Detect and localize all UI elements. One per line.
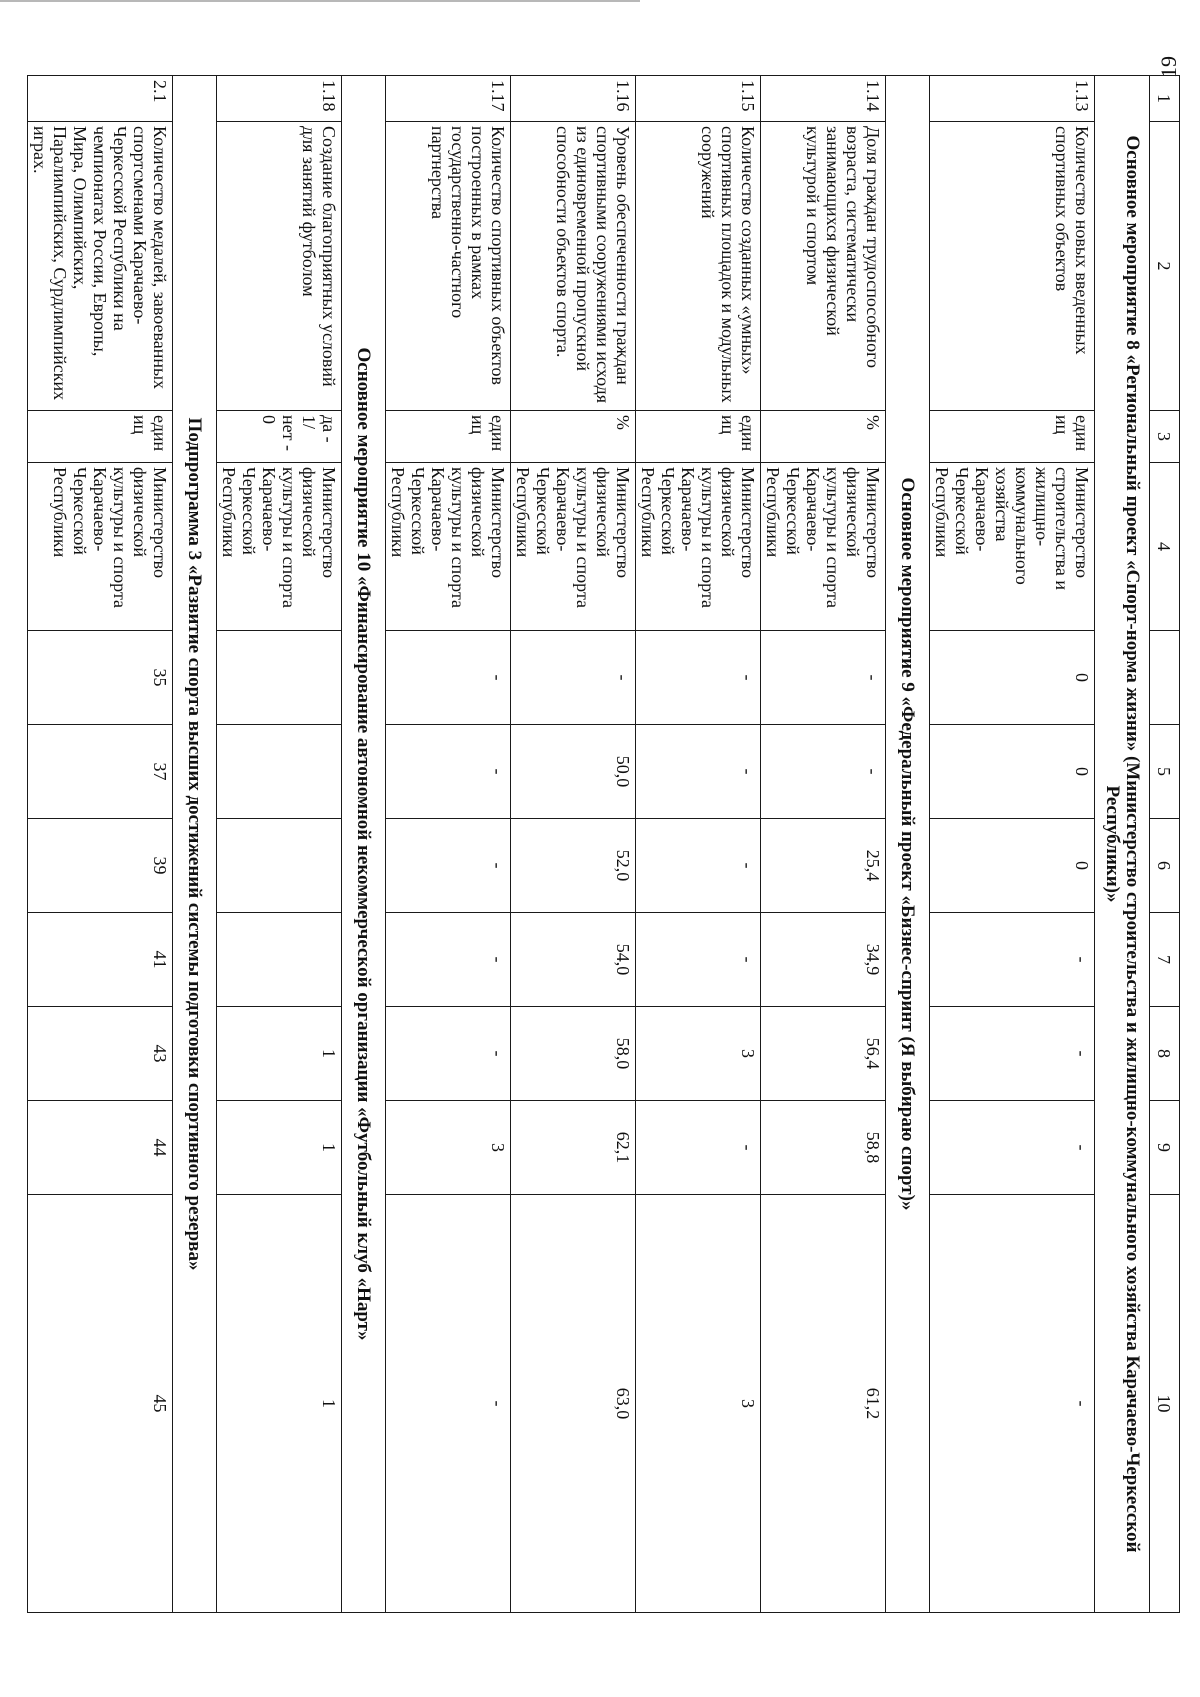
unit: единиц: [386, 411, 511, 463]
indicator-name: Доля граждан трудоспособного возраста, систематически занимающихся физической культурой и спортом: [761, 122, 886, 411]
indicator-table-rotated: [30, 75, 1180, 1612]
value-cell: 39: [28, 819, 173, 913]
indicator-name: Количество спортивных объектов построенных в рамках государственно-частного партнерства: [386, 122, 511, 411]
value-cell: -: [761, 725, 886, 819]
value-cell: [217, 631, 342, 725]
column-number: 3: [1150, 411, 1180, 463]
column-number: 2: [1150, 122, 1180, 411]
row-number: 1.18: [217, 76, 342, 122]
value-cell: -: [386, 913, 511, 1007]
section-heading: Основное мероприятие 9 «Федеральный проект «Бизнес-спринт (Я выбираю спорт)»: [886, 76, 930, 1613]
value-cell: 61,2: [761, 1195, 886, 1613]
value-cell: -: [761, 631, 886, 725]
row-number: 1.13: [930, 76, 1095, 122]
column-number: [1150, 631, 1180, 725]
value-cell: 58,8: [761, 1101, 886, 1195]
unit: единиц: [636, 411, 761, 463]
table-row: [930, 76, 1095, 1613]
value-cell: -: [930, 1195, 1095, 1613]
value-cell: 58,0: [511, 1007, 636, 1101]
executor: Министерство физической культуры и спорта Карачаево-Черкесской Республики: [217, 463, 342, 631]
unit: %: [761, 411, 886, 463]
column-number: 4: [1150, 463, 1180, 631]
executor: Министерство физической культуры и спорта Карачаево-Черкесской Республики: [386, 463, 511, 631]
table-row: [386, 76, 511, 1613]
value-cell: 43: [28, 1007, 173, 1101]
value-cell: 35: [28, 631, 173, 725]
table-row: [636, 76, 761, 1613]
value-cell: 1: [217, 1007, 342, 1101]
value-cell: 34,9: [761, 913, 886, 1007]
value-cell: [217, 725, 342, 819]
row-number: 1.16: [511, 76, 636, 122]
value-cell: 25,4: [761, 819, 886, 913]
executor: Министерство физической культуры и спорта Карачаево-Черкесской Республики: [636, 463, 761, 631]
unit: %: [511, 411, 636, 463]
section-heading: Основное мероприятие 8 «Региональный проект «Спорт-норма жизни» (Министерство строительства и жилищно-коммунального хозяйства Карачаево-Черкесской Республики)»: [1095, 76, 1150, 1613]
section-heading-row: [1095, 76, 1150, 1613]
value-cell: -: [386, 819, 511, 913]
value-cell: 0: [930, 819, 1095, 913]
executor: Министерство физической культуры и спорта Карачаево-Черкесской Республики: [28, 463, 173, 631]
value-cell: 54,0: [511, 913, 636, 1007]
section-heading-row: [886, 76, 930, 1613]
column-number: 5: [1150, 725, 1180, 819]
row-number: 1.15: [636, 76, 761, 122]
value-cell: 41: [28, 913, 173, 1007]
indicator-name: Количество новых введенных спортивных объектов: [930, 122, 1095, 411]
section-heading: Подпрограмма 3 «Развитие спорта высших достижений системы подготовки спортивного резерва»: [173, 76, 217, 1613]
page-number: 19: [1156, 56, 1181, 78]
value-cell: -: [930, 1007, 1095, 1101]
indicator-name: Создание благоприятных условий для занятий футболом: [217, 122, 342, 411]
unit: единиц: [930, 411, 1095, 463]
value-cell: 1: [217, 1101, 342, 1195]
value-cell: 52,0: [511, 819, 636, 913]
indicator-name: Количество медалей, завоеванных спортсменами Карачаево-Черкесской Республики на чемпионатах России, Европы, Мира, Олимпийских, Паралимпийских, Сурдлимпийских играх.: [28, 122, 173, 411]
executor: Министерство физической культуры и спорта Карачаево-Черкесской Республики: [761, 463, 886, 631]
value-cell: -: [386, 631, 511, 725]
value-cell: 45: [28, 1195, 173, 1613]
table-row: [761, 76, 886, 1613]
value-cell: 3: [386, 1101, 511, 1195]
value-cell: -: [511, 631, 636, 725]
value-cell: 0: [930, 725, 1095, 819]
executor: Министерство физической культуры и спорта Карачаево-Черкесской Республики: [511, 463, 636, 631]
value-cell: -: [930, 1101, 1095, 1195]
table-row: [217, 76, 342, 1613]
column-number: 6: [1150, 819, 1180, 913]
indicator-table: [27, 75, 1180, 1613]
row-number: 1.14: [761, 76, 886, 122]
value-cell: 44: [28, 1101, 173, 1195]
value-cell: -: [636, 725, 761, 819]
table-body: [28, 76, 1180, 1613]
table-row: [28, 76, 173, 1613]
value-cell: -: [636, 1101, 761, 1195]
column-number-row: [1150, 76, 1180, 1613]
scan-artifact-line: [0, 0, 640, 2]
row-number: 1.17: [386, 76, 511, 122]
value-cell: 37: [28, 725, 173, 819]
value-cell: -: [636, 913, 761, 1007]
value-cell: -: [386, 1195, 511, 1613]
unit: единиц: [28, 411, 173, 463]
value-cell: [217, 913, 342, 1007]
value-cell: -: [930, 913, 1095, 1007]
column-number: 10: [1150, 1195, 1180, 1613]
value-cell: [217, 819, 342, 913]
table-row: [511, 76, 636, 1613]
unit: да - 1/ нет - 0: [217, 411, 342, 463]
value-cell: -: [636, 631, 761, 725]
value-cell: -: [636, 819, 761, 913]
column-number: 7: [1150, 913, 1180, 1007]
value-cell: 1: [217, 1195, 342, 1613]
section-heading-row: [173, 76, 217, 1613]
indicator-name: Уровень обеспеченности граждан спортивными сооружениями исходя из единовременной пропускной способности объектов спорта.: [511, 122, 636, 411]
value-cell: 63,0: [511, 1195, 636, 1613]
value-cell: -: [386, 725, 511, 819]
indicator-name: Количество созданных «умных» спортивных площадок и модульных сооружений: [636, 122, 761, 411]
section-heading-row: [342, 76, 386, 1613]
column-number: 9: [1150, 1101, 1180, 1195]
executor: Министерство строительства и жилищно-коммунального хозяйства Карачаево-Черкесской Республики: [930, 463, 1095, 631]
value-cell: 62,1: [511, 1101, 636, 1195]
value-cell: 3: [636, 1007, 761, 1101]
value-cell: 50,0: [511, 725, 636, 819]
column-number: 8: [1150, 1007, 1180, 1101]
row-number: 2.1: [28, 76, 173, 122]
section-heading: Основное мероприятие 10 «Финансирование автономной некоммерческой организации «Футбольный клуб «Нарт»: [342, 76, 386, 1613]
column-number: 1: [1150, 76, 1180, 122]
value-cell: 56,4: [761, 1007, 886, 1101]
value-cell: 3: [636, 1195, 761, 1613]
value-cell: -: [386, 1007, 511, 1101]
value-cell: 0: [930, 631, 1095, 725]
